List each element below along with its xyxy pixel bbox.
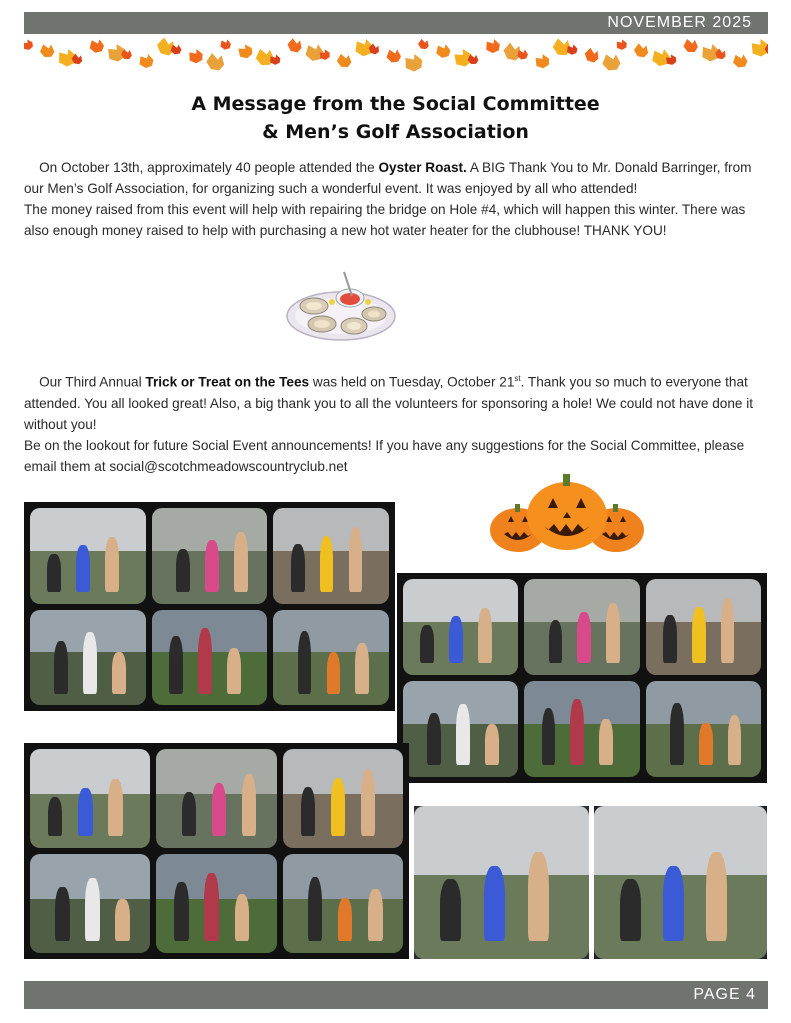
photo-frame [273, 610, 389, 706]
maple-leaf-icon [187, 48, 205, 65]
maple-leaf-icon [39, 43, 55, 58]
photo-skeleton-golf-cart [414, 806, 589, 959]
maple-leaf-icon [683, 38, 699, 54]
photo-frame [156, 854, 276, 953]
photo-frame [414, 806, 589, 959]
maple-leaf-icon [205, 52, 227, 73]
photo-frame [30, 610, 146, 706]
oyster-platter-icon [284, 266, 398, 344]
photo-frame [403, 579, 518, 675]
autumn-leaves-banner [24, 34, 768, 74]
p2-text-e: Be on the lookout for future Social Event announcements! If you have any suggestions for the Social Committee, please email them at social@scotchmeadowscountryclub.net [24, 437, 745, 474]
maple-leaf-icon [89, 39, 104, 53]
p2-text-d: . Thank you so much to everyone that attended. You all looked great! Also, a big thank you to all the volunteers for sponsoring a hole! We could not have done it without you! [24, 374, 754, 432]
maple-leaf-icon [749, 37, 768, 59]
footer-bar [24, 981, 768, 1009]
trick-or-treat-bold: Trick or Treat on the Tees [145, 374, 310, 390]
photo-frame [30, 508, 146, 604]
p1-text-d: The money raised from this event will help with repairing the bridge on Hole #4, which will happen this winter. There was also enough money raised to help with purchasing a new hot water heater for the clubhouse! THANK YOU! [24, 202, 746, 238]
page-title [0, 90, 791, 146]
photo-frame [594, 806, 767, 959]
photo-frame [646, 681, 761, 777]
maple-leaf-icon [733, 54, 748, 67]
maple-leaf-icon [138, 53, 155, 69]
p2-text-c: was held on Tuesday, October 21 [309, 374, 515, 390]
photo-frame [156, 749, 276, 848]
photo-frame [283, 854, 403, 953]
header-bar [24, 12, 768, 34]
maple-leaf-icon [651, 49, 670, 67]
oyster-roast-paragraph [24, 157, 768, 241]
photo-frame [273, 508, 389, 604]
maple-leaf-icon [336, 53, 353, 69]
maple-leaf-icon [484, 38, 501, 54]
photo-frame [403, 681, 518, 777]
photo-pikachu-costume [594, 806, 767, 959]
maple-leaf-icon [602, 53, 621, 71]
maple-leaf-icon [417, 38, 430, 51]
photo-collage-golf-carts [24, 502, 395, 711]
maple-leaf-icon [615, 38, 628, 51]
maple-leaf-icon [286, 37, 304, 55]
maple-leaf-icon [236, 42, 255, 61]
photo-frame [524, 579, 639, 675]
issue-date: NOVEMBER 2025 [607, 14, 752, 31]
photo-frame [152, 610, 268, 706]
jack-o-lantern-icon [488, 470, 646, 556]
oyster-roast-bold: Oyster Roast. [378, 160, 467, 175]
photo-collage-treat-tables [397, 573, 767, 783]
photo-frame [524, 681, 639, 777]
p1-text-a: On October 13th, approximately 40 people attended the [39, 160, 379, 175]
maple-leaf-icon [220, 39, 232, 50]
maple-leaf-icon [582, 46, 601, 64]
maple-leaf-icon [517, 50, 528, 60]
maple-leaf-icon [386, 49, 401, 63]
maple-leaf-icon [436, 44, 451, 58]
photo-frame [30, 854, 150, 953]
maple-leaf-icon [24, 38, 35, 52]
photo-frame [152, 508, 268, 604]
photo-collage-families [24, 743, 409, 959]
maple-leaf-icon [533, 53, 551, 71]
trick-or-treat-paragraph [24, 368, 768, 477]
page-number: PAGE 4 [693, 986, 756, 1003]
leaf-garland-icon [24, 34, 768, 74]
maple-leaf-icon [402, 52, 424, 73]
title-line-2: & Men’s Golf Association [262, 121, 529, 143]
photo-frame [646, 579, 761, 675]
title-line-1: A Message from the Social Committee [191, 93, 600, 115]
p2-text-a: Our Third Annual [39, 374, 146, 390]
p1-text-c: A BIG Thank You to Mr. Donald Barringer, from our Men’s Golf Association, for organizing such a wonderful event. It was enjoyed by all who attended! [24, 160, 752, 196]
photo-frame [283, 749, 403, 848]
photo-frame [30, 749, 150, 848]
maple-leaf-icon [632, 42, 650, 59]
p2-ordinal: st [514, 374, 521, 383]
